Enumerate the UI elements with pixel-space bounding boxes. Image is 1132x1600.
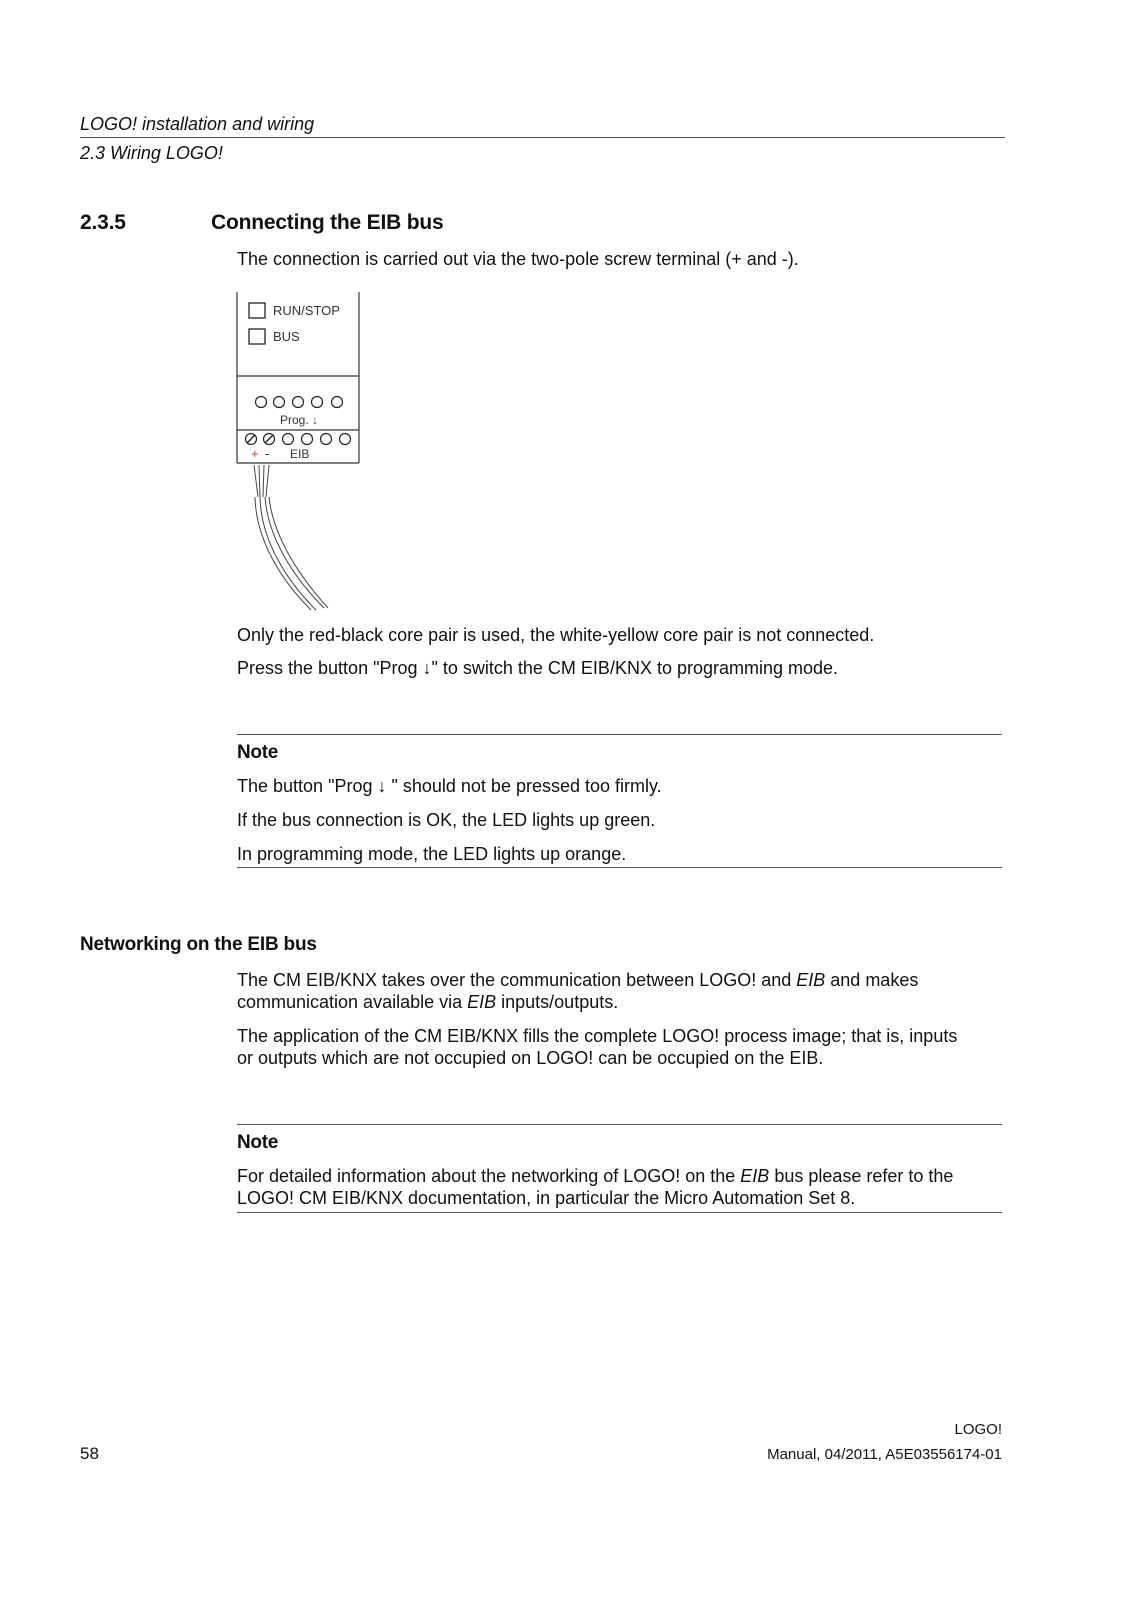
terminal-6 [340, 434, 351, 445]
subsection-title: Networking on the EIB bus [80, 934, 317, 955]
note1-heading: Note [237, 742, 279, 763]
note2-top-rule [237, 1124, 1002, 1125]
prog-button-3 [293, 397, 304, 408]
eib-label: EIB [290, 447, 310, 461]
prog-mode-paragraph: Press the button "Prog ↓" to switch the CM EIB/KNX to programming mode. [237, 658, 839, 678]
networking-paragraph-1-line-1: The CM EIB/KNX takes over the communication between LOGO! and EIB and makes [237, 970, 919, 990]
terminal-5 [321, 434, 332, 445]
note2-heading: Note [237, 1132, 279, 1153]
note1-line: In programming mode, the LED lights up orange. [237, 844, 627, 864]
module-diagram [236, 290, 366, 620]
note1-line: The button "Prog ↓ " should not be pressed too firmly. [237, 776, 662, 796]
networking-paragraph-2-line-1: The application of the CM EIB/KNX fills the complete LOGO! process image; that is, inputs [237, 1026, 958, 1046]
networking-paragraph-2-line-2: or outputs which are not occupied on LOGO! can be occupied on the EIB. [237, 1048, 824, 1068]
runstop-led-icon [249, 303, 265, 318]
prog-button-1 [256, 397, 267, 408]
note2-line-1: For detailed information about the networking of LOGO! on the EIB bus please refer to the [237, 1166, 954, 1186]
networking-paragraph-1-line-2: communication available via EIB inputs/outputs. [237, 992, 619, 1012]
intro-paragraph: The connection is carried out via the two-pole screw terminal (+ and -). [237, 249, 799, 269]
module-figure [236, 290, 366, 620]
note1-top-rule [237, 734, 1002, 735]
running-header-chapter: LOGO! installation and wiring [80, 114, 315, 134]
note1-line: If the bus connection is OK, the LED lights up green. [237, 810, 656, 830]
running-header-section: 2.3 Wiring LOGO! [80, 143, 223, 163]
section-title: Connecting the EIB bus [211, 211, 444, 234]
prog-button-2 [274, 397, 285, 408]
terminal-3 [283, 434, 294, 445]
page-number: 58 [80, 1444, 99, 1463]
footer-product: LOGO! [954, 1421, 1002, 1438]
terminal-4 [302, 434, 313, 445]
core-pair-paragraph: Only the red-black core pair is used, the white-yellow core pair is not connected. [237, 625, 875, 645]
bus-cable [254, 465, 328, 610]
note2-line-2: LOGO! CM EIB/KNX documentation, in particular the Micro Automation Set 8. [237, 1188, 856, 1208]
plus-label: + [251, 446, 259, 461]
minus-label: - [265, 446, 270, 461]
prog-button-4 [312, 397, 323, 408]
note1-bottom-rule [237, 867, 1002, 868]
runstop-label: RUN/STOP [273, 303, 340, 318]
prog-button-5 [332, 397, 343, 408]
prog-label: Prog. ↓ [280, 413, 319, 427]
footer-manual: Manual, 04/2011, A5E03556174-01 [767, 1446, 1002, 1463]
section-number: 2.3.5 [80, 211, 126, 234]
bus-led-icon [249, 329, 265, 344]
note2-bottom-rule [237, 1212, 1002, 1213]
bus-label: BUS [273, 329, 300, 344]
header-divider [80, 137, 1005, 138]
